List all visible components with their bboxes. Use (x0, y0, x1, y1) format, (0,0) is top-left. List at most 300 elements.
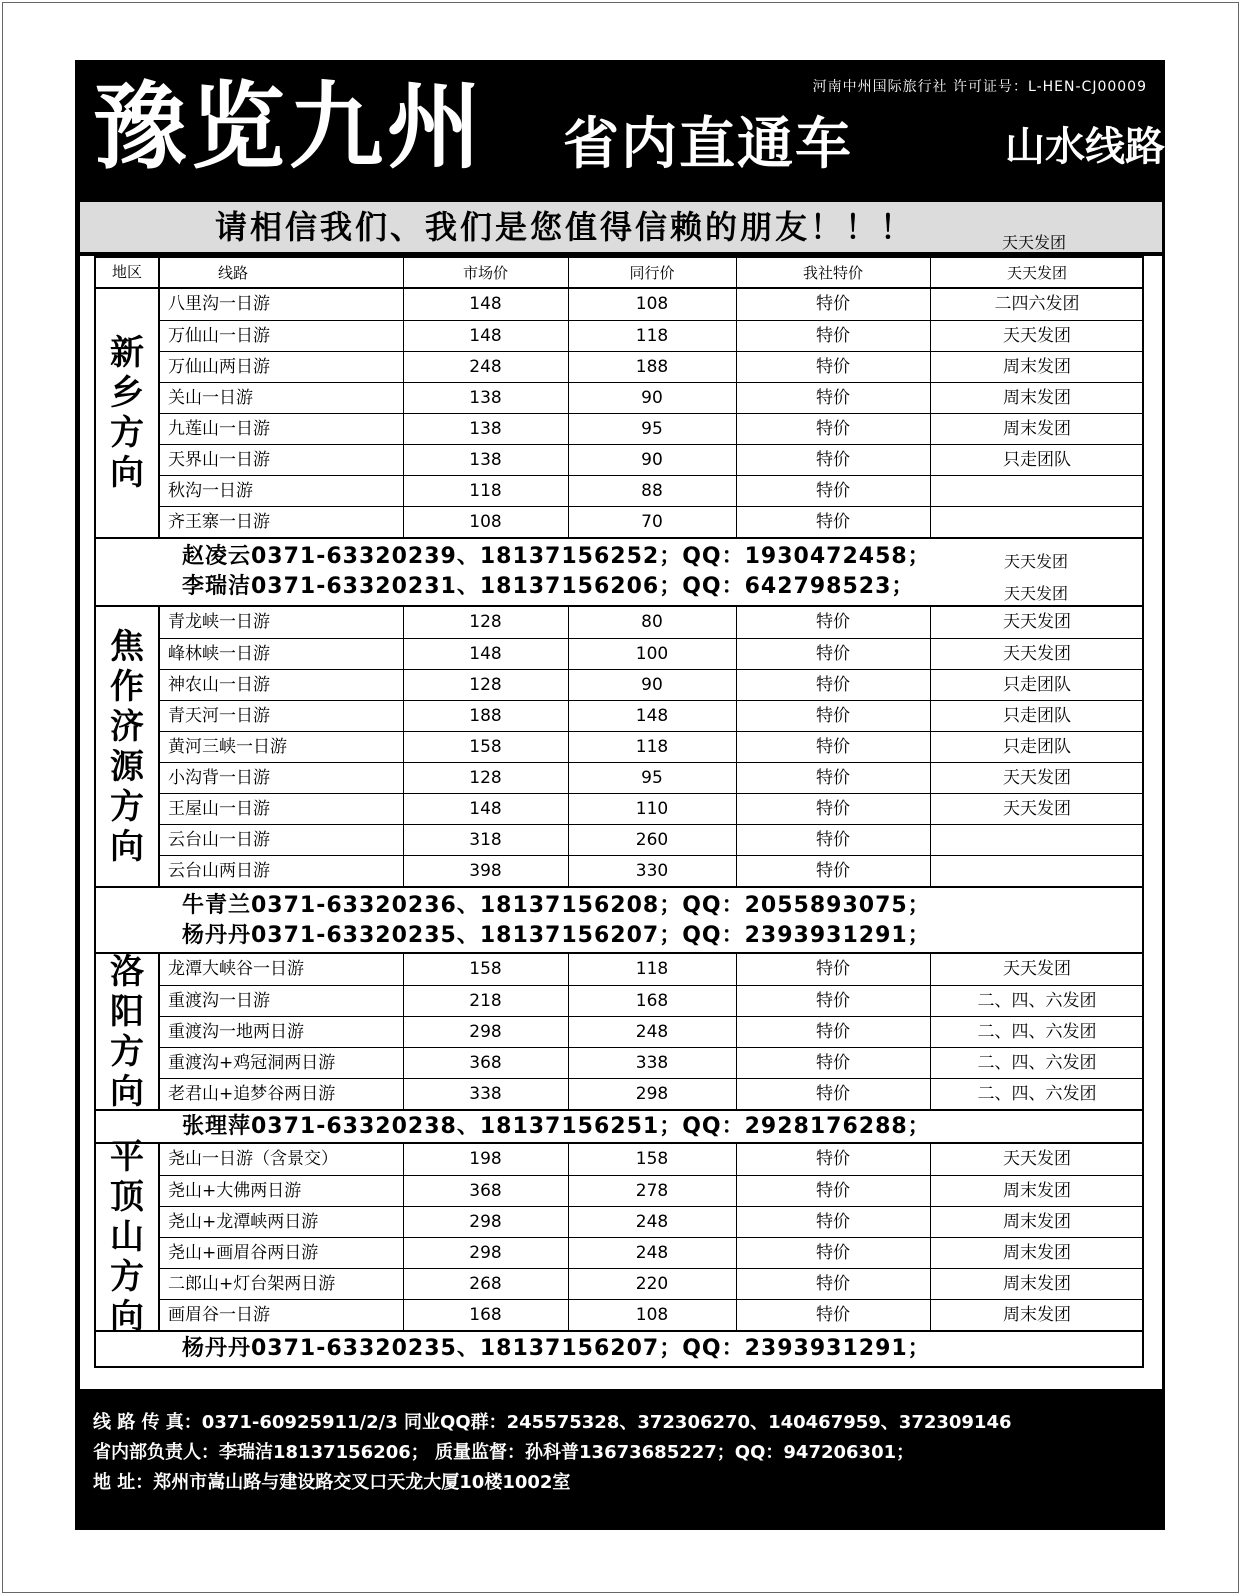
peer-cell: 95 (641, 419, 663, 439)
column-divider (930, 1144, 931, 1175)
column-divider (930, 763, 931, 794)
column-divider (568, 954, 569, 985)
column-divider (568, 825, 569, 856)
column-divider (736, 763, 737, 794)
column-divider (403, 1300, 404, 1331)
special-cell: 特价 (816, 1305, 850, 1325)
column-divider (403, 1176, 404, 1207)
schedule-cell: 周末发团 (1003, 357, 1071, 377)
table-row (158, 1268, 1142, 1300)
column-divider (568, 607, 569, 638)
peer-cell: 80 (641, 612, 663, 632)
market-cell: 138 (469, 388, 502, 408)
table-row (158, 444, 1142, 476)
peer-cell: 248 (635, 1212, 669, 1232)
contact-block (94, 888, 1144, 954)
route-name: 万仙山两日游 (168, 357, 270, 377)
column-divider (403, 732, 404, 763)
column-divider (568, 383, 569, 414)
table-row (158, 607, 1142, 638)
table-row (158, 669, 1142, 701)
special-cell: 特价 (816, 1149, 850, 1169)
column-divider (736, 383, 737, 414)
region-label (96, 951, 160, 1112)
column-divider (568, 639, 569, 670)
column-divider (930, 1238, 931, 1269)
market-cell: 398 (469, 861, 502, 881)
header-region-cell (96, 258, 160, 287)
special-cell: 特价 (816, 675, 850, 695)
price-table (80, 233, 1162, 1389)
column-divider (930, 507, 931, 538)
column-divider (930, 321, 931, 352)
column-divider (568, 352, 569, 383)
column-divider (736, 321, 737, 352)
market-cell: 248 (469, 357, 502, 377)
column-divider (403, 986, 404, 1017)
contact-line: 张理萍0371-63320238、18137156251；QQ：2928176288； (182, 1113, 931, 1139)
schedule-cell: 天天发团 (1003, 1149, 1071, 1169)
column-divider (568, 856, 569, 887)
table-row (158, 855, 1142, 887)
column-divider (736, 639, 737, 670)
column-divider (568, 763, 569, 794)
contact-note: 天天发团 (1004, 552, 1069, 571)
footer-address: 地 址：郑州市嵩山路与建设路交叉口天龙大厦10楼1002室 (93, 1472, 571, 1493)
special-cell: 特价 (816, 861, 850, 881)
route-name: 八里沟一日游 (168, 294, 270, 314)
route-name: 王屋山一日游 (168, 799, 270, 819)
schedule-cell: 二四六发团 (994, 294, 1080, 314)
schedule-cell: 周末发团 (1003, 1212, 1071, 1232)
column-divider (568, 986, 569, 1017)
column-divider (403, 289, 404, 320)
special-cell: 特价 (816, 830, 850, 850)
special-cell: 特价 (816, 768, 850, 788)
market-cell: 318 (469, 830, 502, 850)
schedule-cell: 周末发团 (1003, 1274, 1071, 1294)
column-divider (736, 794, 737, 825)
peer-cell: 100 (635, 644, 669, 664)
special-cell: 特价 (816, 737, 850, 757)
peer-cell: 220 (635, 1274, 669, 1294)
region-block (94, 607, 1144, 888)
contact-block (94, 1332, 1144, 1368)
table-row (158, 1175, 1142, 1207)
route-name: 秋沟一日游 (168, 481, 253, 501)
flyer (75, 60, 1165, 1530)
route-name: 尧山一日游（含景交） (168, 1149, 338, 1169)
schedule-cell: 二、四、六发团 (977, 991, 1097, 1011)
column-divider (403, 258, 404, 289)
column-divider (568, 289, 569, 320)
contact-line: 赵凌云0371-63320239、18137156252；QQ：1930472458； (182, 544, 931, 569)
schedule-cell: 天天发团 (1003, 612, 1071, 632)
table-row (158, 1016, 1142, 1048)
brand-title: 豫览九州 (93, 72, 486, 182)
column-divider (568, 1048, 569, 1079)
region-name: 新乡方向 (110, 333, 144, 493)
header-label-region: 地区 (111, 263, 142, 281)
contact-block (94, 1111, 1144, 1144)
route-name: 九莲山一日游 (168, 419, 270, 439)
schedule-cell: 天天发团 (1003, 959, 1071, 979)
slogan: 请相信我们、我们是您值得信赖的朋友！！！ (215, 208, 916, 246)
peer-cell: 95 (641, 768, 663, 788)
table-row (158, 1047, 1142, 1079)
route-name: 二郎山+灯台架两日游 (168, 1274, 336, 1294)
column-divider (403, 701, 404, 732)
route-name: 青龙峡一日游 (168, 612, 270, 632)
special-cell: 特价 (816, 326, 850, 346)
header-label-special: 我社特价 (802, 264, 863, 282)
header-label-schedule: 天天发团 (1006, 264, 1067, 282)
column-divider (930, 258, 931, 289)
column-divider (930, 1207, 931, 1238)
column-divider (403, 954, 404, 985)
column-divider (568, 258, 569, 289)
schedule-cell: 天天发团 (1003, 768, 1071, 788)
column-divider (403, 825, 404, 856)
subtitle: 省内直通车 (563, 112, 853, 177)
special-cell: 特价 (816, 959, 850, 979)
footer-manager: 省内部负责人：李瑞洁18137156206； 质量监督：孙科普13673685227；QQ：947206301； (93, 1442, 915, 1463)
peer-cell: 70 (641, 512, 663, 532)
column-divider (736, 507, 737, 538)
column-divider (930, 445, 931, 476)
column-divider (403, 794, 404, 825)
peer-cell: 118 (635, 959, 669, 979)
market-cell: 268 (469, 1274, 502, 1294)
column-divider (736, 476, 737, 507)
table-row (158, 700, 1142, 732)
schedule-cell: 只走团队 (1003, 675, 1071, 695)
market-cell: 148 (469, 644, 502, 664)
column-divider (568, 794, 569, 825)
column-divider (930, 1079, 931, 1110)
region-label (96, 607, 160, 886)
special-cell: 特价 (816, 612, 850, 632)
table-row (158, 320, 1142, 352)
market-cell: 118 (469, 481, 502, 501)
route-name: 万仙山一日游 (168, 326, 270, 346)
table-row (158, 382, 1142, 414)
peer-cell: 188 (635, 357, 669, 377)
market-cell: 128 (469, 612, 502, 632)
table-row (158, 1206, 1142, 1238)
column-divider (930, 414, 931, 445)
peer-cell: 108 (635, 1305, 669, 1325)
schedule-cell: 二、四、六发团 (977, 1084, 1097, 1104)
market-cell: 198 (469, 1149, 502, 1169)
schedule-cell: 天天发团 (1003, 644, 1071, 664)
region-name: 平顶山方向 (110, 1137, 144, 1337)
table-row (158, 762, 1142, 794)
peer-cell: 260 (635, 830, 669, 850)
column-divider (736, 856, 737, 887)
market-cell: 298 (469, 1243, 502, 1263)
column-divider (403, 1269, 404, 1300)
special-cell: 特价 (816, 706, 850, 726)
column-divider (403, 1144, 404, 1175)
peer-cell: 90 (641, 388, 663, 408)
column-divider (568, 670, 569, 701)
market-cell: 158 (469, 959, 502, 979)
schedule-cell: 只走团队 (1003, 737, 1071, 757)
column-divider (736, 1269, 737, 1300)
special-cell: 特价 (816, 799, 850, 819)
market-cell: 298 (469, 1212, 502, 1232)
column-divider (568, 701, 569, 732)
slogan-bar (80, 202, 1162, 252)
schedule-cell (930, 825, 1144, 856)
region-label (96, 289, 160, 537)
column-divider (568, 1207, 569, 1238)
table-row (158, 506, 1142, 538)
column-divider (568, 1144, 569, 1175)
special-cell: 特价 (816, 1274, 850, 1294)
schedule-cell: 只走团队 (1003, 450, 1071, 470)
schedule-cell: 周末发团 (1003, 1181, 1071, 1201)
route-name: 云台山两日游 (168, 861, 270, 881)
route-name: 重渡沟一地两日游 (168, 1022, 304, 1042)
header-row (158, 258, 1142, 289)
peer-cell: 108 (635, 294, 669, 314)
contact-line: 杨丹丹0371-63320235、18137156207；QQ：2393931291； (182, 1336, 931, 1361)
floating-note: 天天发团 (1002, 233, 1067, 252)
route-name: 黄河三峡一日游 (168, 737, 287, 757)
schedule-cell: 周末发团 (1003, 1305, 1071, 1325)
table-row (158, 351, 1142, 383)
table-row (158, 985, 1142, 1017)
route-name: 天界山一日游 (168, 450, 270, 470)
special-cell: 特价 (816, 481, 850, 501)
region-block (94, 289, 1144, 539)
column-divider (403, 1207, 404, 1238)
schedule-cell (930, 507, 1144, 538)
column-divider (736, 701, 737, 732)
column-divider (403, 507, 404, 538)
column-divider (403, 445, 404, 476)
column-divider (736, 352, 737, 383)
column-divider (568, 1017, 569, 1048)
special-cell: 特价 (816, 512, 850, 532)
peer-cell: 248 (635, 1022, 669, 1042)
market-cell: 108 (469, 512, 502, 532)
column-divider (736, 986, 737, 1017)
peer-cell: 330 (635, 861, 669, 881)
column-divider (930, 1048, 931, 1079)
table-row (158, 413, 1142, 445)
market-cell: 148 (469, 326, 502, 346)
special-cell: 特价 (816, 1243, 850, 1263)
column-divider (930, 954, 931, 985)
special-cell: 特价 (816, 1022, 850, 1042)
peer-cell: 88 (641, 481, 663, 501)
column-divider (930, 607, 931, 638)
market-cell: 138 (469, 419, 502, 439)
table-row (158, 289, 1142, 320)
peer-cell: 110 (635, 799, 669, 819)
column-divider (736, 1207, 737, 1238)
column-divider (568, 414, 569, 445)
special-cell: 特价 (816, 388, 850, 408)
market-cell: 218 (469, 991, 502, 1011)
column-divider (568, 507, 569, 538)
column-divider (930, 732, 931, 763)
schedule-cell: 周末发团 (1003, 388, 1071, 408)
column-divider (568, 1079, 569, 1110)
schedule-cell: 天天发团 (1003, 326, 1071, 346)
peer-cell: 148 (635, 706, 669, 726)
route-name: 重渡沟+鸡冠洞两日游 (168, 1053, 336, 1073)
column-divider (403, 1238, 404, 1269)
special-cell: 特价 (816, 419, 850, 439)
column-divider (403, 856, 404, 887)
schedule-cell (930, 856, 1144, 887)
peer-cell: 338 (635, 1053, 669, 1073)
route-name: 尧山+龙潭峡两日游 (168, 1212, 319, 1232)
column-divider (736, 1300, 737, 1331)
column-divider (568, 1238, 569, 1269)
market-cell: 138 (469, 450, 502, 470)
special-cell: 特价 (816, 1212, 850, 1232)
column-divider (736, 670, 737, 701)
header-label-peer: 同行价 (629, 264, 675, 282)
footer-fax: 线 路 传 真：0371-60925911/2/3 同业QQ群：245575328、372306270、140467959、372309146 (93, 1412, 1012, 1433)
route-name: 画眉谷一日游 (168, 1305, 270, 1325)
market-cell: 368 (469, 1053, 502, 1073)
region-name: 焦作济源方向 (110, 626, 144, 867)
column-divider (568, 732, 569, 763)
schedule-cell: 周末发团 (1003, 419, 1071, 439)
column-divider (403, 321, 404, 352)
column-divider (736, 1017, 737, 1048)
special-cell: 特价 (816, 1181, 850, 1201)
schedule-cell: 天天发团 (1003, 799, 1071, 819)
route-name: 神农山一日游 (168, 675, 270, 695)
schedule-cell: 二、四、六发团 (977, 1022, 1097, 1042)
market-cell: 128 (469, 675, 502, 695)
table-row (158, 1144, 1142, 1175)
column-divider (403, 1048, 404, 1079)
column-divider (930, 383, 931, 414)
route-name: 重渡沟一日游 (168, 991, 270, 1011)
market-cell: 128 (469, 768, 502, 788)
route-name: 小沟背一日游 (168, 768, 270, 788)
special-cell: 特价 (816, 294, 850, 314)
peer-cell: 158 (635, 1149, 669, 1169)
route-name: 老君山+追梦谷两日游 (168, 1084, 336, 1104)
column-divider (736, 258, 737, 289)
column-divider (568, 321, 569, 352)
column-divider (736, 1048, 737, 1079)
column-divider (403, 763, 404, 794)
contact-note: 天天发团 (1004, 584, 1069, 603)
region-block (94, 1137, 1144, 1337)
column-divider (403, 414, 404, 445)
table-row (158, 793, 1142, 825)
column-divider (930, 794, 931, 825)
peer-cell: 278 (635, 1181, 669, 1201)
column-divider (736, 607, 737, 638)
column-divider (736, 1238, 737, 1269)
column-divider (403, 352, 404, 383)
special-cell: 特价 (816, 644, 850, 664)
subtitle-category: 山水线路 (1005, 124, 1165, 170)
column-divider (568, 445, 569, 476)
peer-cell: 168 (635, 991, 669, 1011)
column-divider (403, 383, 404, 414)
column-divider (403, 670, 404, 701)
route-name: 齐王寨一日游 (168, 512, 270, 532)
schedule-cell (930, 476, 1144, 507)
column-divider (568, 1269, 569, 1300)
market-cell: 188 (469, 706, 502, 726)
column-divider (736, 289, 737, 320)
column-divider (736, 825, 737, 856)
header-label-market: 市场价 (462, 264, 508, 282)
peer-cell: 90 (641, 450, 663, 470)
table-row (158, 1299, 1142, 1331)
column-divider (930, 1269, 931, 1300)
route-name: 青天河一日游 (168, 706, 270, 726)
column-divider (736, 1079, 737, 1110)
column-divider (930, 986, 931, 1017)
peer-cell: 248 (635, 1243, 669, 1263)
route-name: 关山一日游 (168, 388, 253, 408)
column-divider (736, 732, 737, 763)
market-cell: 298 (469, 1022, 502, 1042)
route-name: 尧山+大佛两日游 (168, 1181, 302, 1201)
region-name: 洛阳方向 (110, 951, 144, 1112)
column-divider (930, 670, 931, 701)
market-cell: 168 (469, 1305, 502, 1325)
peer-cell: 118 (635, 737, 669, 757)
column-divider (930, 1017, 931, 1048)
table-row (158, 954, 1142, 985)
table-header (94, 256, 1144, 289)
market-cell: 368 (469, 1181, 502, 1201)
header-label-route: 线路 (218, 264, 249, 282)
peer-cell: 90 (641, 675, 663, 695)
special-cell: 特价 (816, 991, 850, 1011)
contact-line: 杨丹丹0371-63320235、18137156207；QQ：2393931291； (182, 923, 931, 948)
table-row (158, 475, 1142, 507)
column-divider (736, 1176, 737, 1207)
column-divider (403, 1017, 404, 1048)
column-divider (930, 1300, 931, 1331)
special-cell: 特价 (816, 450, 850, 470)
schedule-cell: 二、四、六发团 (977, 1053, 1097, 1073)
market-cell: 148 (469, 799, 502, 819)
column-divider (736, 445, 737, 476)
column-divider (930, 289, 931, 320)
region-label (96, 1137, 160, 1337)
column-divider (403, 639, 404, 670)
table-row (158, 731, 1142, 763)
schedule-cell: 周末发团 (1003, 1243, 1071, 1263)
column-divider (568, 1300, 569, 1331)
column-divider (736, 1144, 737, 1175)
license-number: 河南中州国际旅行社 许可证号：L-HEN-CJ00009 (812, 79, 1147, 95)
special-cell: 特价 (816, 1053, 850, 1073)
table-row (158, 1237, 1142, 1269)
contact-block (94, 539, 1144, 607)
column-divider (568, 1176, 569, 1207)
contact-line: 李瑞洁0371-63320231、18137156206；QQ：642798523； (182, 574, 915, 599)
column-divider (930, 825, 931, 856)
